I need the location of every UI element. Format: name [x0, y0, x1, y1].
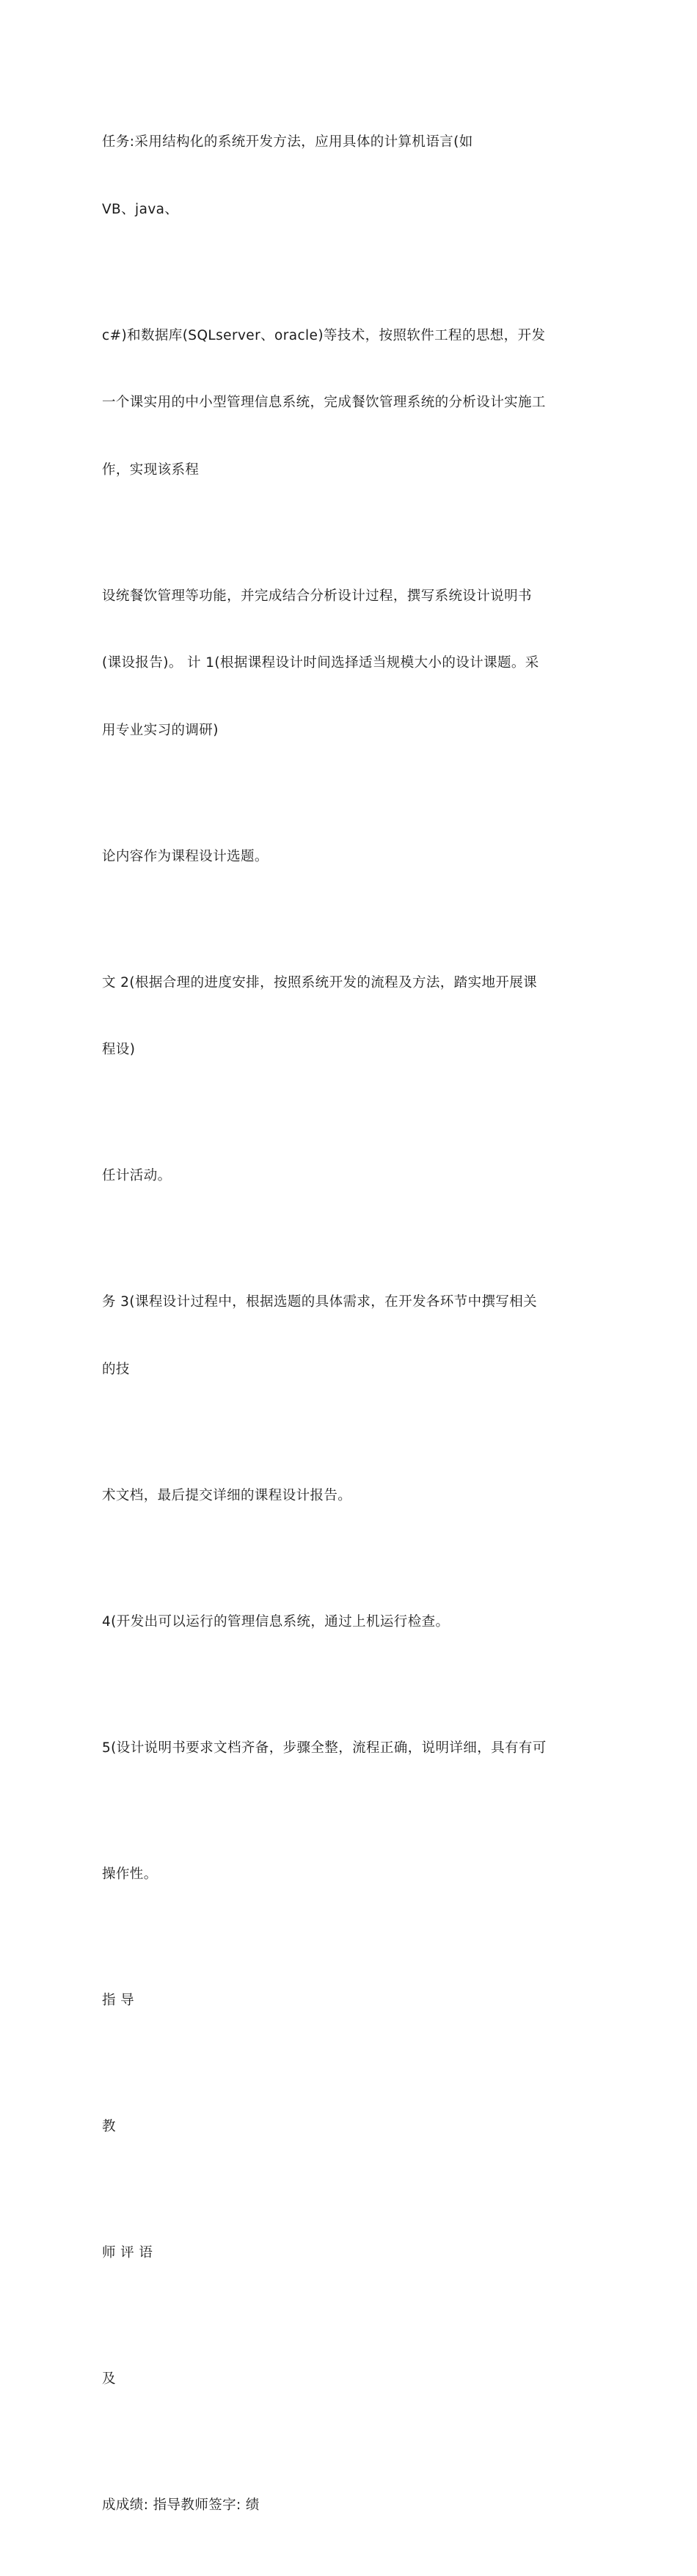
paragraph-task-intro — [102, 87, 601, 266]
text-line: 指 导 — [102, 1992, 135, 2008]
paragraph-report — [102, 1440, 601, 1552]
text-line: 成成绩: 指导教师签字: 绩 — [102, 2497, 260, 2513]
paragraph-grade-signature — [102, 2450, 601, 2562]
text-line: 设统餐饮管理等功能，并完成结合分析设计过程，撰写系统设计说明书 — [102, 588, 532, 604]
document-body — [102, 87, 601, 2576]
text-line: c#)和数据库(SQLserver、oracle)等技术，按照软件工程的思想，开发 — [102, 327, 546, 343]
text-line: 师 评 语 — [102, 2244, 153, 2261]
paragraph-item-3 — [102, 1247, 601, 1426]
text-line: 论内容作为课程设计选题。 — [102, 848, 269, 864]
paragraph-guide — [102, 1945, 601, 2057]
text-line: 文 2(根据合理的进度安排，按照系统开发的流程及方法，踏实地开展课 — [102, 974, 538, 990]
text-line: 程设) — [102, 1042, 136, 1057]
paragraph-activity — [102, 1120, 601, 1233]
text-line: 术文档，最后提交详细的课程设计报告。 — [102, 1487, 352, 1503]
text-line: 5(设计说明书要求文档齐备，步骤全整，流程正确，说明详细，具有有可 — [102, 1740, 547, 1756]
text-line: 务 3(课程设计过程中，根据选题的具体需求，在开发各环节中撰写相关 — [102, 1294, 538, 1310]
paragraph-tech — [102, 280, 601, 527]
text-line: 及 — [102, 2371, 116, 2387]
text-line: 用专业实习的调研) — [102, 722, 219, 738]
text-line: 任务:采用结构化的系统开发方法，应用具体的计算机语言(如 — [102, 134, 473, 150]
paragraph-item-2 — [102, 927, 601, 1106]
paragraph-and — [102, 2324, 601, 2436]
text-line: 的技 — [102, 1361, 130, 1377]
text-line: 教 — [102, 2118, 116, 2134]
text-line: 操作性。 — [102, 1866, 158, 1882]
paragraph-item-4 — [102, 1566, 601, 1679]
paragraph-operability — [102, 1819, 601, 1931]
text-line: VB、java、 — [102, 201, 179, 217]
paragraph-teach — [102, 2071, 601, 2183]
text-line: 一个课实用的中小型管理信息系统，完成餐饮管理系统的分析设计实施工 — [102, 395, 546, 410]
paragraph-teacher-comment — [102, 2197, 601, 2310]
text-line: 4(开发出可以运行的管理信息系统，通过上机运行检查。 — [102, 1613, 450, 1630]
text-line: (课设报告)。 计 1(根据课程设计时间选择适当规模大小的设计课题。采 — [102, 655, 539, 671]
paragraph-item-5 — [102, 1693, 601, 1805]
text-line: 作，实现该系程 — [102, 461, 200, 478]
text-line: 任计活动。 — [102, 1168, 172, 1183]
paragraph-topic — [102, 801, 601, 913]
paragraph-functions — [102, 541, 601, 787]
